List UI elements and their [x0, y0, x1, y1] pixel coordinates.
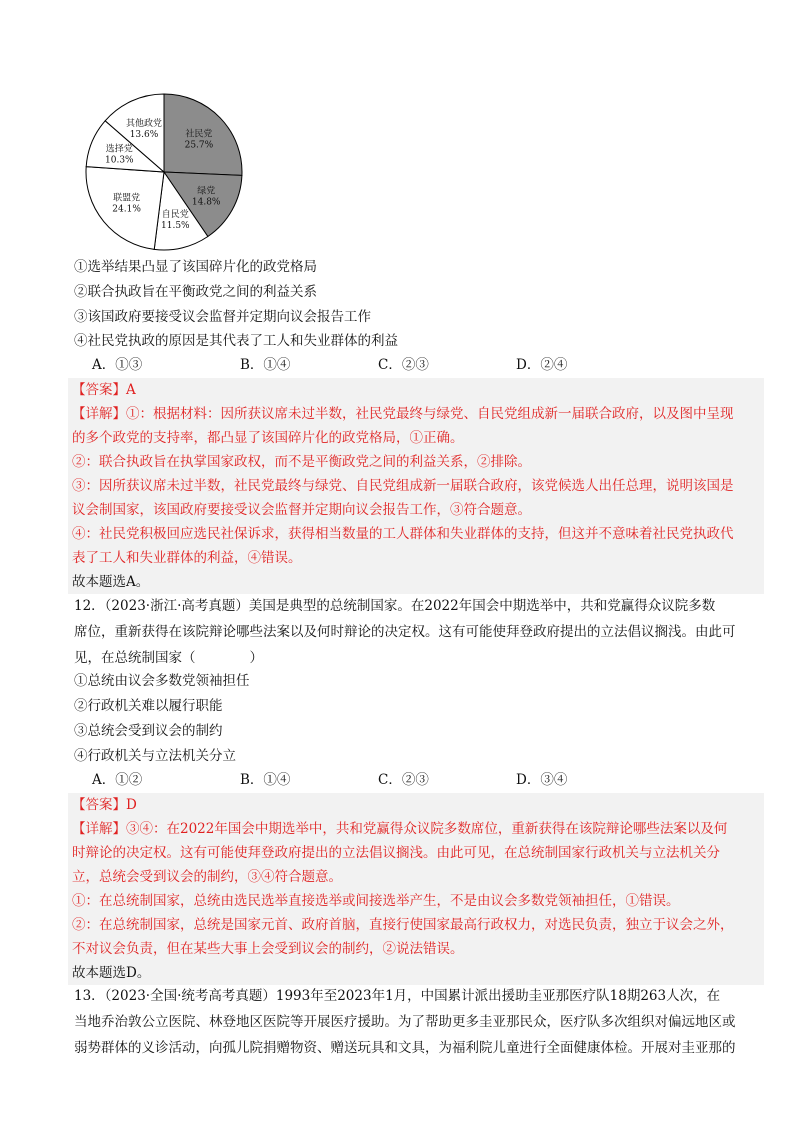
q13-stem-line: 13．（2023·全国·统考高考真题）1993年至2023年1月，中国累计派出援助圭亚那医疗队18期263人次，在: [74, 988, 721, 1004]
q12-stem-line: 12．（2023·浙江·高考真题）美国是典型的总统制国家。在2022年国会中期选举中，共和党赢得众议院多数: [74, 598, 716, 614]
pie-slice-label: 社民党: [185, 129, 213, 140]
q11-option-2: ②联合执政旨在平衡政党之间的利益关系: [74, 284, 317, 300]
q11-detail-line: 【详解】①：根据材料：因所获议席未过半数，社民党最终与绿党、自民党组成新一届联合政府，以及图中呈现: [72, 406, 734, 422]
q12-choice-d[interactable]: D．③④: [516, 772, 568, 788]
q11-choices: [92, 356, 567, 374]
pie-slice-value: 14.8%: [191, 197, 221, 208]
q12-stem-line: 席位，重新获得在该院辩论哪些法案以及何时辩论的决定权。这有可能使拜登政府提出的立法倡议搁浅。由此可: [74, 624, 736, 640]
q12-option-3: ③总统会受到议会的制约: [74, 723, 223, 739]
q11-option-4: ④社民党执政的原因是其代表了工人和失业群体的利益: [74, 333, 398, 349]
q11-answer-box: [68, 378, 764, 594]
q12-option-2: ②行政机关难以履行职能: [74, 698, 223, 714]
q12-stem-line: 见，在总统制国家（ ）: [74, 650, 263, 666]
q12-choice-c[interactable]: C．②③: [378, 772, 429, 788]
q12-option-1: ①总统由议会多数党领袖担任: [74, 673, 250, 689]
q11-detail-line: ②：联合执政旨在执掌国家政权，而不是平衡政党之间的利益关系，②排除。: [72, 454, 531, 470]
q12-stem: [74, 593, 764, 671]
q11-detail-line: 议会制国家，该国政府要接受议会监督并定期向议会报告工作，③符合题意。: [72, 502, 531, 518]
q11-choice-a[interactable]: A．①③: [92, 357, 143, 373]
pie-slice-value: 24.1%: [112, 204, 141, 215]
q12-choice-a[interactable]: A．①②: [92, 772, 143, 788]
pie-slice-value: 10.3%: [105, 155, 134, 166]
q12-detail-line: 时辩论的决定权。这有可能使拜登政府提出的立法倡议搁浅。由此可见，在总统制国家行政机关与立法机关分: [72, 845, 720, 861]
q11-detail-line: ③：因所获议席未过半数，社民党最终与绿党、自民党组成新一届联合政府，该党候选人出任总理，说明该国是: [72, 478, 734, 494]
q11-choice-c[interactable]: C．②③: [378, 357, 429, 373]
party-support-pie-chart: [84, 92, 244, 252]
pie-slice-label: 联盟党: [113, 193, 141, 204]
pie-slice-label: 绿党: [197, 186, 216, 197]
q11-detail-line: 的多个政党的支持率，都凸显了该国碎片化的政党格局，①正确。: [72, 430, 464, 446]
q11-detail-line: 表了工人和失业群体的利益，④错误。: [72, 550, 302, 566]
q12-answer-box: [68, 793, 764, 985]
pie-slice-value: 13.6%: [129, 130, 159, 140]
q11-option-3: ③该国政府要接受议会监督并定期向议会报告工作: [74, 309, 371, 325]
q12-final-answer: 故本题选D。: [72, 965, 151, 981]
pie-slice-value: 25.7%: [184, 140, 214, 151]
q12-detail-line: 立，总统会受到议会的制约，③④符合题意。: [72, 869, 342, 885]
q12-detail-line: ①：在总统制国家，总统由选民选举直接选举或间接选举产生，不是由议会多数党领袖担任，①错误。: [72, 893, 680, 909]
pie-slice-label: 选择党: [105, 144, 133, 155]
q13-stem: [74, 983, 764, 1061]
q12-detail-line: 不对议会负责，但在某些大事上会受到议会的制约，②说法错误。: [72, 941, 464, 957]
q11-option-1: ①选举结果凸显了该国碎片化的政党格局: [74, 259, 317, 275]
q11-choice-b[interactable]: B．①④: [240, 357, 291, 373]
pie-slice-label: 其他政党: [125, 119, 163, 129]
q12-choices: [92, 771, 567, 789]
q11-final-answer: 故本题选A。: [72, 574, 150, 590]
q13-stem-line: 当地乔治敦公立医院、林登地区医院等开展医疗援助。为了帮助更多圭亚那民众，医疗队多次组织对偏远地区或: [74, 1014, 736, 1030]
q12-option-4: ④行政机关与立法机关分立: [74, 748, 236, 764]
q13-stem-line: 弱势群体的义诊活动，向孤儿院捐赠物资、赠送玩具和文具，为福利院儿童进行全面健康体检。开展对圭亚那的: [74, 1040, 736, 1056]
pie-slice-label: 自民党: [161, 210, 189, 220]
q11-detail-line: ④：社民党积极回应选民社保诉求，获得相当数量的工人群体和失业群体的支持，但这并不意味着社民党执政代: [72, 526, 734, 542]
q12-detail-line: ②：在总统制国家，总统是国家元首、政府首脑，直接行使国家最高行政权力，对选民负责，独立于议会之外，: [72, 917, 734, 933]
pie-slice-value: 11.5%: [161, 221, 190, 231]
q12-choice-b[interactable]: B．①④: [240, 772, 291, 788]
q11-choice-d[interactable]: D．②④: [516, 357, 568, 373]
q12-detail-line: 【详解】③④：在2022年国会中期选举中，共和党赢得众议院多数席位，重新获得在该院辩论哪些法案以及何: [72, 821, 728, 837]
q11-answer: 【答案】A: [72, 382, 136, 398]
q12-answer: 【答案】D: [72, 797, 137, 813]
